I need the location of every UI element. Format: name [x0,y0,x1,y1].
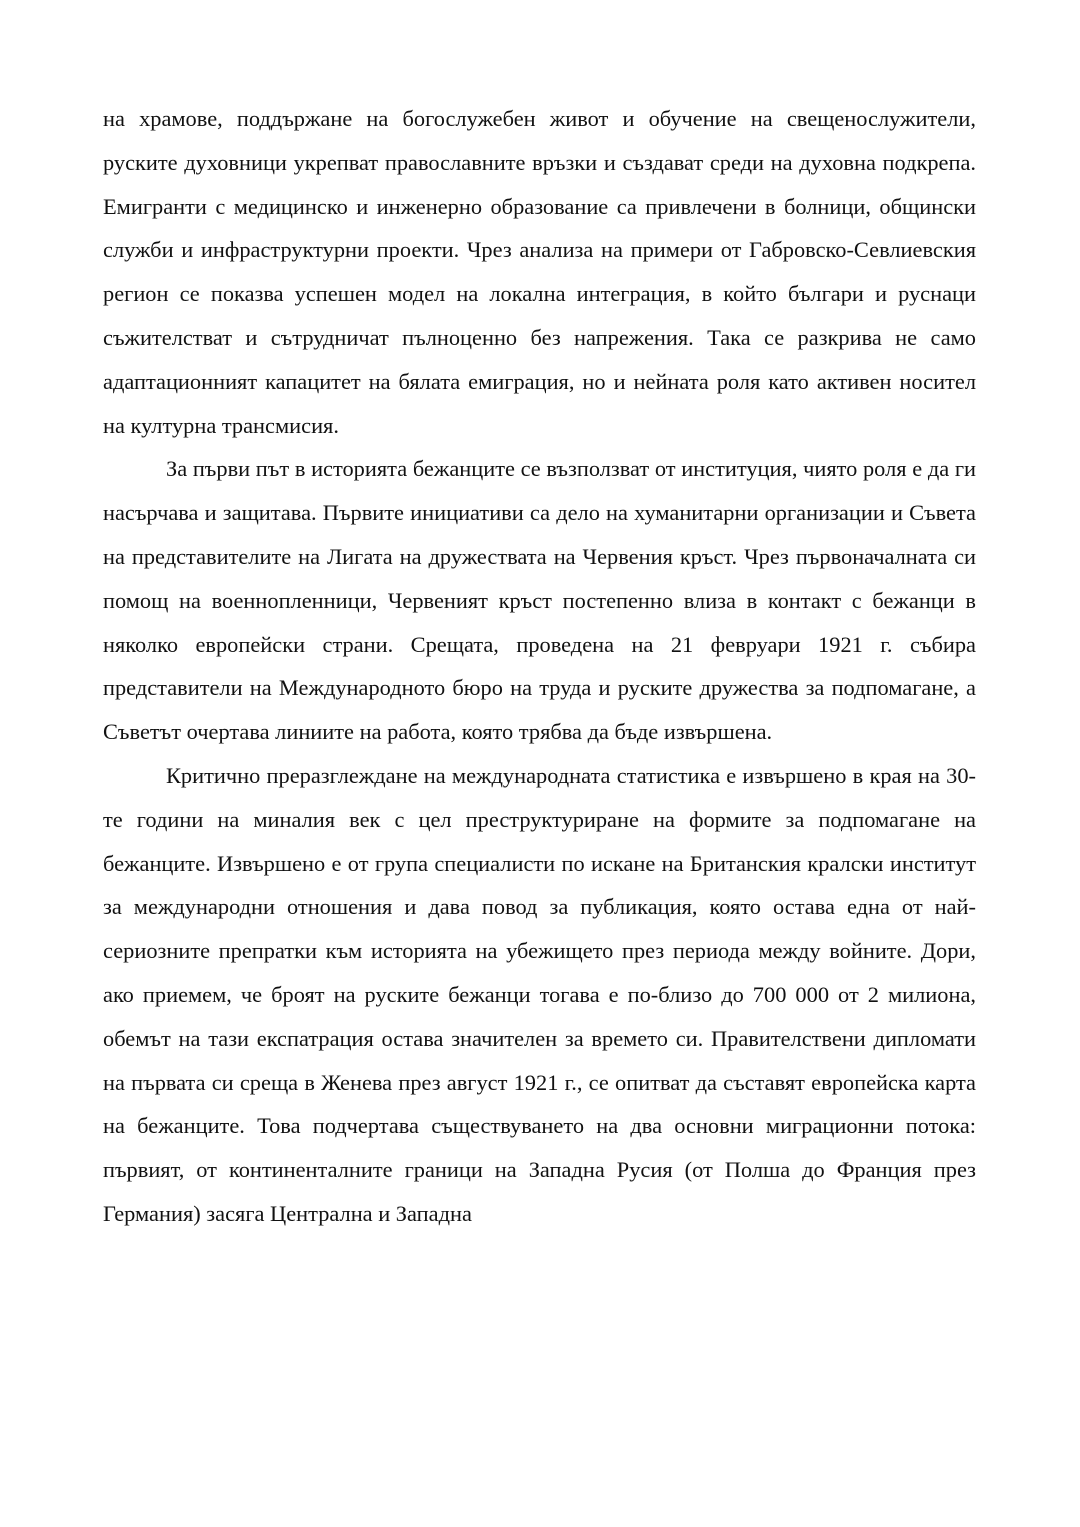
paragraph-statistics-review: Критично преразглеждане на международната статистика е извършено в края на 30-те години на миналия век с цел преструктуриране на формите за подпомагане на бежанците. Извършено е от група специалисти по искане на Британския кралски институт за международни отношения и дава повод за публикация, която остава една от най-сериозните препратки към историята на убежището през периода между войните. Дори, ако приемем, че броят на руските бежанци тогава е по-близо до 700 000 от 2 милиона, обемът на тази експатрация остава значителен за времето си. Правителствени дипломати на първата си среща в Женева през август 1921 г., се опитват да съставят европейска карта на бежанците. Това подчертава съществуването на два основни миграционни потока: първият, от континенталните граници на Западна Русия (от Полша до Франция през Германия) засяга Централна и Западна [103,762,976,1226]
document-page [103,97,976,1236]
paragraph-continuation: на храмове, поддържане на богослужебен живот и обучение на свещенослужители, руските духовници укрепват православните връзки и създават среди на духовна подкрепа. Емигранти с медицинско и инженерно образование са привлечени в болници, общински служби и инфраструктурни проекти. Чрез анализа на примери от Габровско-Севлиевския регион се показва успешен модел на локална интеграция, в който българи и руснаци съжителстват и сътрудничат пълноценно без напрежения. Така се разкрива не само адаптационният капацитет на бялата емиграция, но и нейната роля като активен носител на културна трансмисия. [103,106,976,438]
paragraph-refugee-institution: За първи път в историята бежанците се възползват от институция, чиято роля е да ги насърчава и защитава. Първите инициативи са дело на хуманитарни организации и Съвета на представителите на Лигата на дружествата на Червения кръст. Чрез първоначалната си помощ на военнопленници, Червеният кръст постепенно влиза в контакт с бежанци в няколко европейски страни. Срещата, проведена на 21 февруари 1921 г. събира представители на Международното бюро на труда и руските дружества за подпомагане, а Съветът очертава линиите на работа, която трябва да бъде извършена. [103,456,976,745]
